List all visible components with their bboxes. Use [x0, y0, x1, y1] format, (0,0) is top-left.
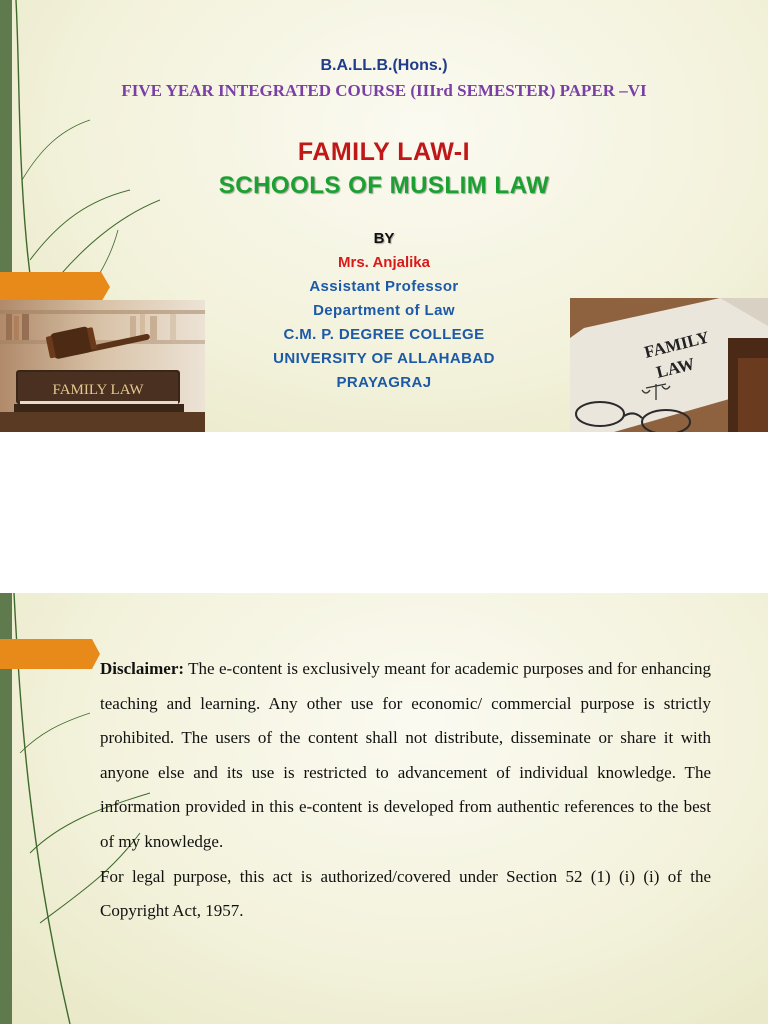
university-name: UNIVERSITY OF ALLAHABAD: [273, 350, 495, 367]
family-law-book-image: [570, 298, 768, 432]
slide-subtitle: SCHOOLS OF MUSLIM LAW: [218, 172, 550, 199]
course-line: FIVE YEAR INTEGRATED COURSE (IIIrd SEMESTER) PAPER –VI: [121, 81, 647, 100]
title-slide: [0, 0, 768, 432]
gavel-book-image: [0, 300, 205, 432]
program-name: B.A.LL.B.(Hons.): [320, 57, 448, 74]
disclaimer-text: [100, 652, 711, 929]
book-cover-title-line1: FAMILY: [642, 327, 712, 362]
college-name: C.M. P. DEGREE COLLEGE: [283, 326, 485, 343]
orange-tab-marker: [0, 639, 100, 669]
legal-note: For legal purpose, this act is authorized/covered under Section 52 (1) (i) (i) of the Copyright Act, 1957.: [100, 866, 711, 921]
by-label: BY: [373, 230, 395, 247]
slide-title: FAMILY LAW-I: [297, 138, 471, 166]
city-name: PRAYAGRAJ: [336, 374, 432, 391]
disclaimer-body: The e-content is exclusively meant for academic purposes and for enhancing teaching and learning. Any other use for economic/ commercial purpose is strictly prohibited. The users of the content shall not distribute, disseminate or share it with anyone else and its use is restricted to advancement of individual knowledge. The information provided in this e-content is developed from authentic references to the best of my knowledge.: [100, 659, 711, 851]
author-designation: Assistant Professor: [309, 278, 459, 295]
disclaimer-label: Disclaimer:: [100, 659, 185, 678]
book-spine-title: FAMILY LAW: [52, 382, 144, 398]
department-name: Department of Law: [313, 302, 455, 319]
author-name: Mrs. Anjalika: [338, 254, 430, 271]
book-cover-title-line2: LAW: [654, 354, 697, 382]
